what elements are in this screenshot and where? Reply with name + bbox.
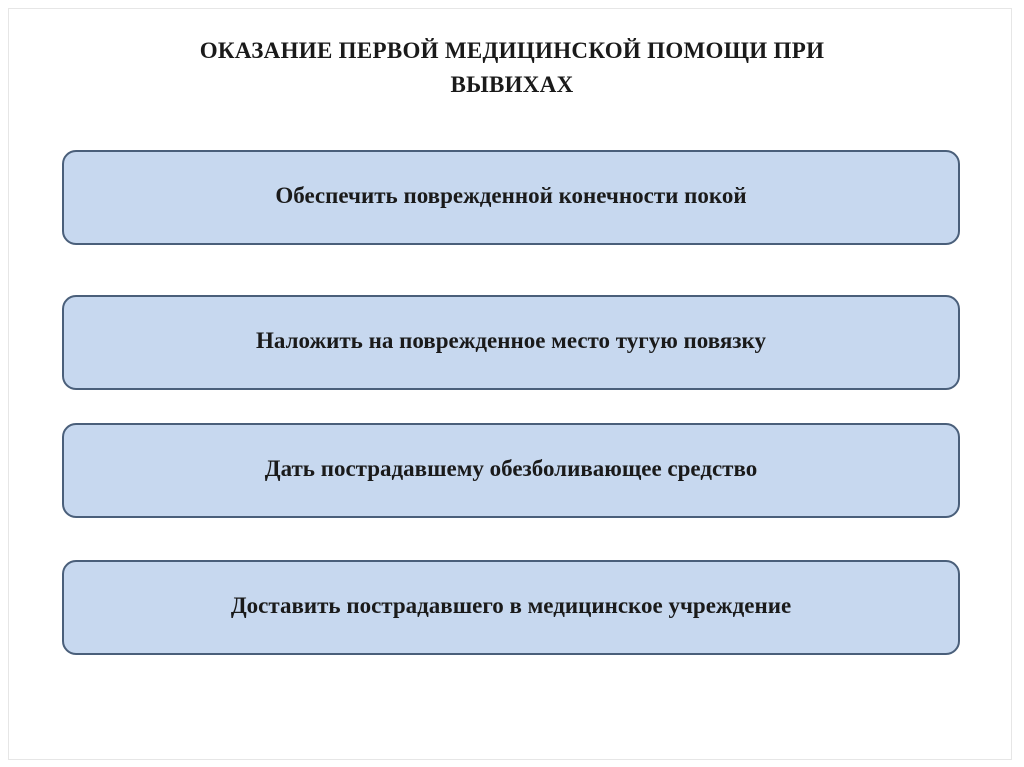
step-box-3 [62,423,960,518]
step-box-4 [62,560,960,655]
slide-title [80,34,944,102]
step-text-2: Наложить на поврежденное место тугую повязку [256,328,766,353]
slide-title-line-2: ВЫВИХАХ [450,72,574,97]
slide-title-line-1: ОКАЗАНИЕ ПЕРВОЙ МЕДИЦИНСКОЙ ПОМОЩИ ПРИ [199,38,825,63]
step-text-3: Дать пострадавшему обезболивающее средство [264,456,758,481]
step-text-1: Обеспечить поврежденной конечности покой [275,183,747,208]
step-text-4: Доставить пострадавшего в медицинское учреждение [230,593,792,618]
step-box-2 [62,295,960,390]
step-box-1 [62,150,960,245]
